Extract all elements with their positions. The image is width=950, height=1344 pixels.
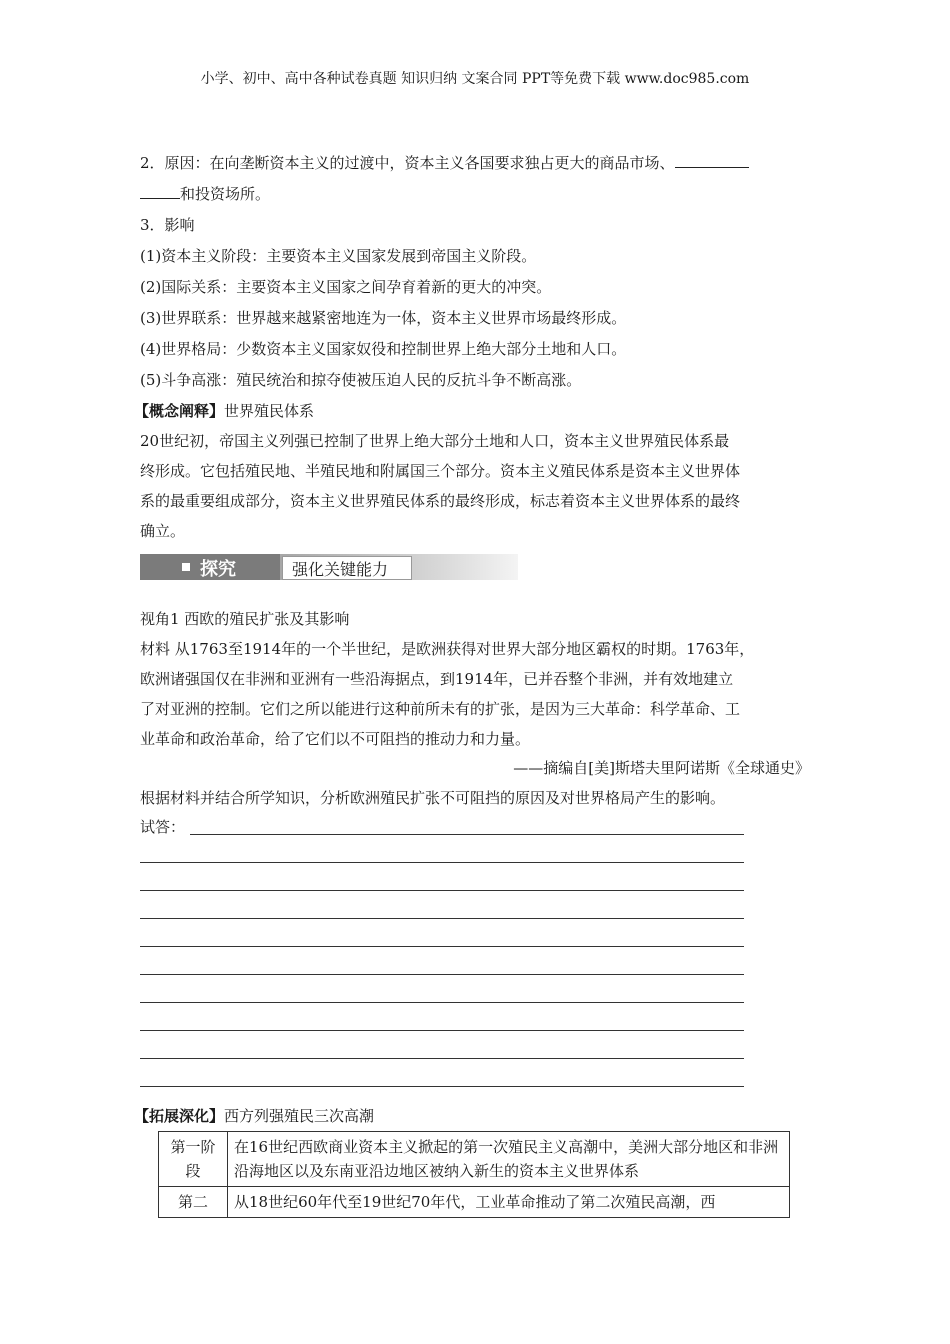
stage-cell: 第一阶段	[159, 1132, 228, 1187]
answer-line[interactable]	[140, 890, 744, 891]
answer-line[interactable]	[190, 834, 744, 835]
reason-line-1	[140, 152, 749, 173]
impact-item: (5)斗争高涨：殖民统治和掠夺使被压迫人民的反抗斗争不断高涨。	[140, 371, 582, 389]
expand-title: 西方列强殖民三次高潮	[224, 1107, 375, 1125]
reason-suffix: 和投资场所。	[180, 185, 271, 203]
answer-line[interactable]	[140, 1030, 744, 1031]
colonial-waves-table	[158, 1131, 790, 1218]
material-line: 业革命和政治革命，给了它们以不可阻挡的推动力和力量。	[140, 730, 531, 748]
answer-label: 试答：	[140, 818, 186, 836]
fill-blank-2[interactable]	[140, 184, 180, 199]
concept-line: 20世纪初，帝国主义列强已控制了世界上绝大部分土地和人口，资本主义世界殖民体系最	[140, 432, 730, 450]
impact-item: (4)世界格局：少数资本主义国家奴役和控制世界上绝大部分土地和人口。	[140, 340, 627, 358]
material-line: 欧洲诸强国仅在非洲和亚洲有一些沿海据点，到1914年，已并吞整个非洲，并有效地建立	[140, 670, 734, 688]
stage-cell: 第二	[159, 1187, 228, 1218]
impact-item: (2)国际关系：主要资本主义国家之间孕育着新的更大的冲突。	[140, 278, 552, 296]
impact-title: 3．影响	[140, 216, 195, 234]
answer-line[interactable]	[140, 918, 744, 919]
explore-banner	[140, 550, 518, 584]
answer-line[interactable]	[140, 974, 744, 975]
table-row	[159, 1187, 790, 1218]
stage-description: 在16世纪西欧商业资本主义掀起的第一次殖民主义高潮中，美洲大部分地区和非洲沿海地区以及东南亚沿边地区被纳入新生的资本主义世界体系	[228, 1132, 790, 1187]
expand-label: 【拓展深化】	[134, 1107, 225, 1125]
perspective-title: 视角1 西欧的殖民扩张及其影响	[140, 610, 350, 628]
page-header: 小学、初中、高中各种试卷真题 知识归纳 文案合同 PPT等免费下载 www.doc985.com	[200, 71, 750, 87]
fill-blank-1[interactable]	[675, 153, 749, 168]
answer-line[interactable]	[140, 946, 744, 947]
concept-heading	[134, 400, 314, 421]
material-source: ——摘编自[美]斯塔夫里阿诺斯《全球通史》	[513, 759, 810, 777]
table-row	[159, 1132, 790, 1187]
impact-item: (3)世界联系：世界越来越紧密地连为一体，资本主义世界市场最终形成。	[140, 309, 627, 327]
banner-explore-label: 探究	[200, 559, 236, 580]
concept-title: 世界殖民体系	[224, 402, 315, 420]
material-line: 了对亚洲的控制。它们之所以能进行这种前所未有的扩张，是因为三大革命：科学革命、工	[140, 700, 741, 718]
answer-line[interactable]	[140, 862, 744, 863]
concept-line: 终形成。它包括殖民地、半殖民地和附属国三个部分。资本主义殖民体系是资本主义世界体	[140, 462, 741, 480]
stage-description: 从18世纪60年代至19世纪70年代，工业革命推动了第二次殖民高潮，西	[228, 1187, 790, 1218]
reason-text: 2．原因：在向垄断资本主义的过渡中，资本主义各国要求独占更大的商品市场、	[140, 154, 675, 172]
concept-line: 确立。	[140, 522, 186, 540]
concept-line: 系的最重要组成部分，资本主义世界殖民体系的最终形成，标志着资本主义世界体系的最终	[140, 492, 741, 510]
square-icon	[182, 563, 190, 571]
material-line: 材料 从1763至1914年的一个半世纪，是欧洲获得对世界大部分地区霸权的时期。1763年，	[140, 640, 755, 658]
concept-label: 【概念阐释】	[134, 402, 225, 420]
answer-line[interactable]	[140, 1002, 744, 1003]
banner-subtitle: 强化关键能力	[292, 560, 389, 579]
expand-heading	[134, 1105, 374, 1126]
impact-item: (1)资本主义阶段：主要资本主义国家发展到帝国主义阶段。	[140, 247, 537, 265]
answer-line[interactable]	[140, 1058, 744, 1059]
answer-line[interactable]	[140, 1086, 744, 1087]
question: 根据材料并结合所学知识，分析欧洲殖民扩张不可阻挡的原因及对世界格局产生的影响。	[140, 789, 726, 807]
reason-line-2	[140, 183, 270, 204]
